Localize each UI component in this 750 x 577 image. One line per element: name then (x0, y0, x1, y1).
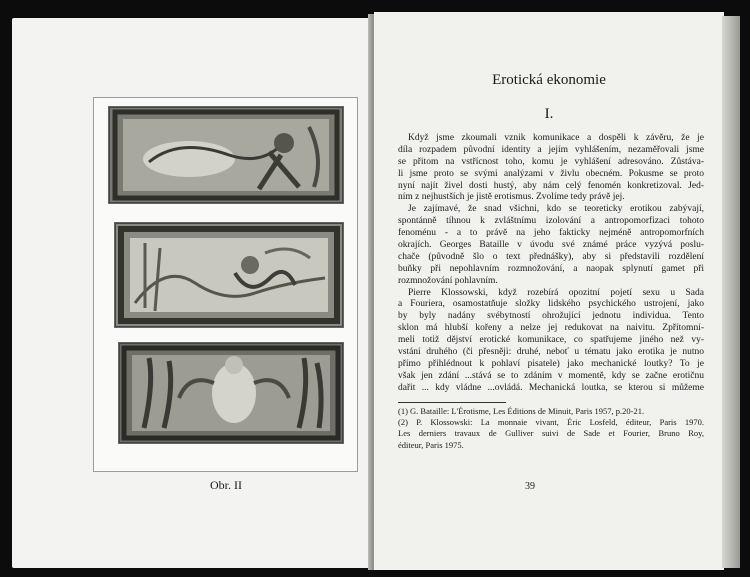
body-line: li jsme proto se svými analýzami v živlu obecném. Pokusme se proto (398, 168, 704, 179)
body-line: díla rozpadem původní identity a jejím vyhlášením, nezaměřovali jsme (398, 144, 704, 155)
body-line: rozmnožování pohlavním. (398, 275, 498, 286)
footnote-divider (398, 402, 506, 403)
figure-caption: Obr. II (210, 478, 242, 492)
body-line: však jen zdání ...stává se to zdáním v momentě, kdy se začne erotičnu (398, 370, 704, 381)
body-line: okrajích. Georges Bataille v úvodu své známé práce vyzývá poslu- (398, 240, 704, 251)
body-line: Když jsme zkoumali vznik komunikace a dospěli k závěru, že je (408, 133, 704, 143)
relief-photo-3 (118, 342, 344, 444)
footnote-line: Les derniers travaux de Gulliver suivi de Sade et Fourier, Bruno Roy, (398, 428, 704, 439)
chapter-title: Erotická ekonomie (492, 72, 606, 88)
body-text (398, 133, 704, 395)
body-line: přímo přihlédnout k pohlaví pisatele) jako mechanické loutky? To je (398, 358, 704, 369)
page-edges (722, 16, 740, 568)
body-line: buňky při nepohlavním rozmnožování, a naopak splynutí gamet při (398, 263, 704, 274)
body-line: fenoménu - a to právě na jeho fakticky nejméně antropomorfních (398, 228, 704, 239)
footnote-line: (2) P. Klossowski: La monnaie vivant, Éric Losfeld, éditeur, Paris 1970. (398, 417, 704, 428)
body-line: chače (původně šlo o text přednášky), aby si představili rozdělení (398, 251, 704, 262)
section-number: I. (544, 106, 554, 122)
body-line: a Fouriera, osamostatňuje složky lidského psychického ustrojení, jako (398, 299, 704, 310)
body-line: spontánně tíhnou k zvláštnímu izolování a antropomorfizaci tohoto (398, 216, 704, 227)
relief-photo-2 (114, 222, 344, 328)
body-line: dařit ... kdy vládne ...ovládá. Mechanická loutka, se kterou si můžeme (398, 382, 704, 393)
body-line: Pierre Klossowski, když rozebírá opozitní pojetí sexu u Sada (408, 287, 704, 298)
body-line: Je zajímavé, že snad všichni, kdo se teoreticky erotikou zabývají, (408, 204, 704, 215)
body-line: ním z nejhustších je jistě erotismus. Zvolíme tedy právě jej. (398, 192, 625, 203)
body-line: meli totiž dějství erotické komunikace, co spatřujeme jiného než vy- (398, 335, 704, 346)
body-line: by byly nadány svébytností ohrožující jednotu individua. Tento (398, 311, 704, 322)
body-line: sklon má hlubší kořeny a nelze jej redukovat na naivitu. Zpřítomní- (398, 323, 704, 334)
body-line: se přitom na vstřícnost toho, komu je vyhlášení adresováno. Zůstáva- (398, 156, 704, 167)
footnotes (398, 406, 704, 451)
footnote-line: éditeur, Paris 1975. (398, 439, 464, 450)
figure-frame (93, 97, 358, 472)
page-number: 39 (525, 481, 535, 492)
relief-photo-1 (108, 106, 344, 204)
body-line: nyní najít živel dosti hustý, aby nám celý fenomén konkretizoval. Jed- (398, 180, 704, 191)
footnote-line: (1) G. Bataille: L'Érotisme, Les Éditions de Minuit, Paris 1957, p.20-21. (398, 406, 645, 416)
body-line: vstání druhého (či přesněji: druhé, neboť u tématu jako erotika je nutno (398, 347, 704, 358)
